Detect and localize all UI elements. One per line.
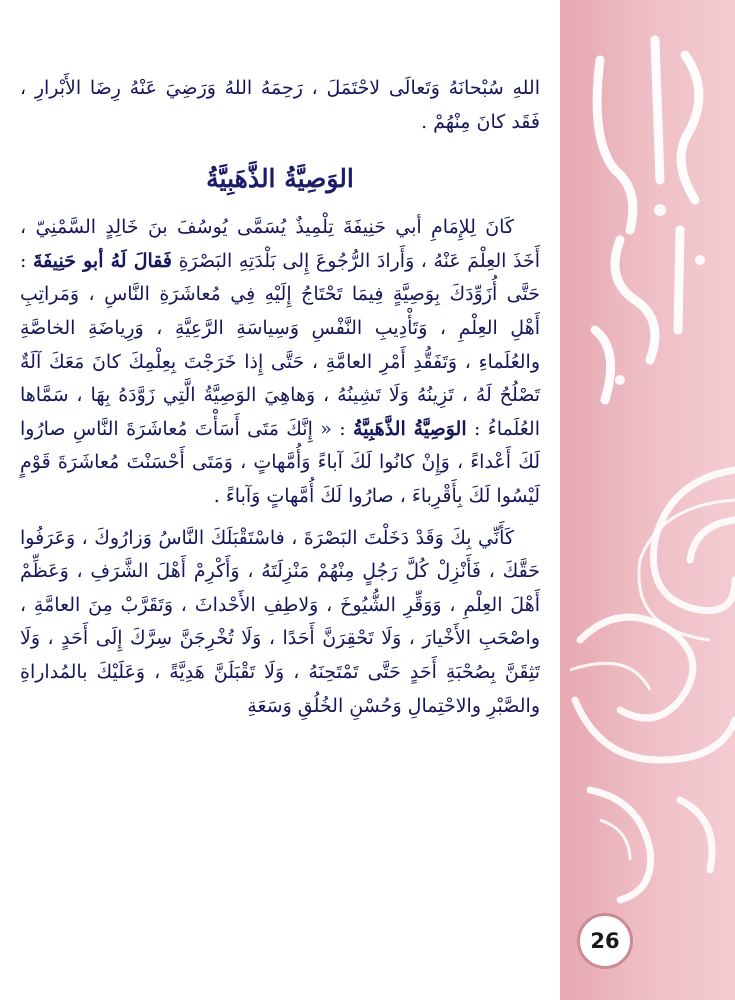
paragraph-1-part-a: كَانَ لِلإِمَامِ أبي حَنِيفَةَ تِلْمِيذٌ يُسَمَّى يُوسُفَ بنَ خَالِدٍ السَّمْنِيّ ، أَخَذَ العِلْمَ عَنْهُ ، وَأَرادَ الرُّجُوعَ إِلى بَلْدَتِهِ البَصْرَةِ [20,216,541,272]
paragraph-1-part-e: : « إِنَّكَ مَتَى أَسَأْتَ مُعاشَرَةَ النَّاسِ صارُوا لَكَ أَعْداءً ، وَإِنْ كانُوا لَكَ آباءً وَأُمَّهاتٍ ، وَمَتَى أَحْسَنْتَ مُعاشَرَةَ قَوْمٍ لَيْسُوا لَكَ بِأَقْرِباءَ ، صارُوا لَكَ أُمَّهاتٍ وَآباءً . [20,417,540,507]
paragraph-1 [20,211,540,513]
paragraph-1-part-c: : حَتَّى أُزَوِّدَكَ بِوَصِيَّةٍ فِيمَا تَحْتَاجُ إِلَيْهِ فِي مُعاشَرَةِ النَّاسِ ، وَمَراتِبِ أَهْلِ العِلْمِ ، وَتَأْدِيبِ النَّفْسِ وَسِياسَةِ الرَّعِيَّةِ ، وَرِياضَةِ الخاصَّةِ والعُلَماءِ ، وَتَفَقُّدِ أَمْرِ العامَّةِ ، حَتَّى إِذا خَرَجْتَ بِعِلْمِكَ كانَ مَعَكَ آلَةٌ تَصْلُحُ لَهُ ، تَزِينُهُ وَلَا تَشِينُهُ ، وَهاهِيَ الوَصِيَّةُ الَّتِي زَوَّدَهُ بِهَا ، سَمَّاها العُلَماءُ : [20,249,540,440]
golden-advice-name: الوَصِيَّةُ الذَّهَبِيَّةُ [353,417,467,440]
paragraph-2: كَأَنِّي بِكَ وَقَدْ دَخَلْتَ البَصْرَةَ ، فاسْتَقْبَلَكَ النَّاسُ وَزارُوكَ ، وَعَرَفُوا حَقَّكَ ، فَأَنْزِلْ كُلَّ رَجُلٍ مِنْهُمْ مَنْزِلَتَهُ ، وَأَكْرِمْ أَهْلَ الشَّرَفِ ، وَعَظِّمْ أَهْلَ العِلْمِ ، وَوَقِّرِ الشُّيُوخَ ، وَلاطِفِ الأَحْداثَ ، وَتَقَرَّبْ مِنَ العامَّةِ ، واصْحَبِ الأَخْيارَ ، وَلَا تَحْقِرَنَّ أَحَدًا ، وَلَا تُخْرِجَنَّ سِرَّكَ إِلَى أَحَدٍ ، وَلَا تَثِقَنَّ بِصُحْبَةِ أَحَدٍ حَتَّى تَمْتَحِنَهُ ، وَلَا تَقْبَلَنَّ هَدِيَّةً ، وَعَلَيْكَ بالمُداراةِ والصَّبْرِ والاحْتِمالِ وَحُسْنِ الخُلُقِ وَسَعَةِ [20,526,540,717]
decorative-sidebar [560,0,735,1000]
section-heading: الوَصِيَّةُ الذَّهَبِيَّةُ [206,164,354,194]
abu-hanifa-said: فَقالَ لَهُ أبو حَنِيفَةَ [32,249,173,272]
ornament-icon [560,0,735,1000]
page-number: 26 [577,913,633,969]
main-text [20,72,540,723]
intro-text: اللهِ سُبْحانَهُ وَتَعالَى لاحْتَمَلَ ، رَحِمَهُ اللهُ وَرَضِيَ عَنْهُ رِضَا الأَبْرارِ ، فَقَد كانَ مِنْهُمْ . [20,77,540,133]
